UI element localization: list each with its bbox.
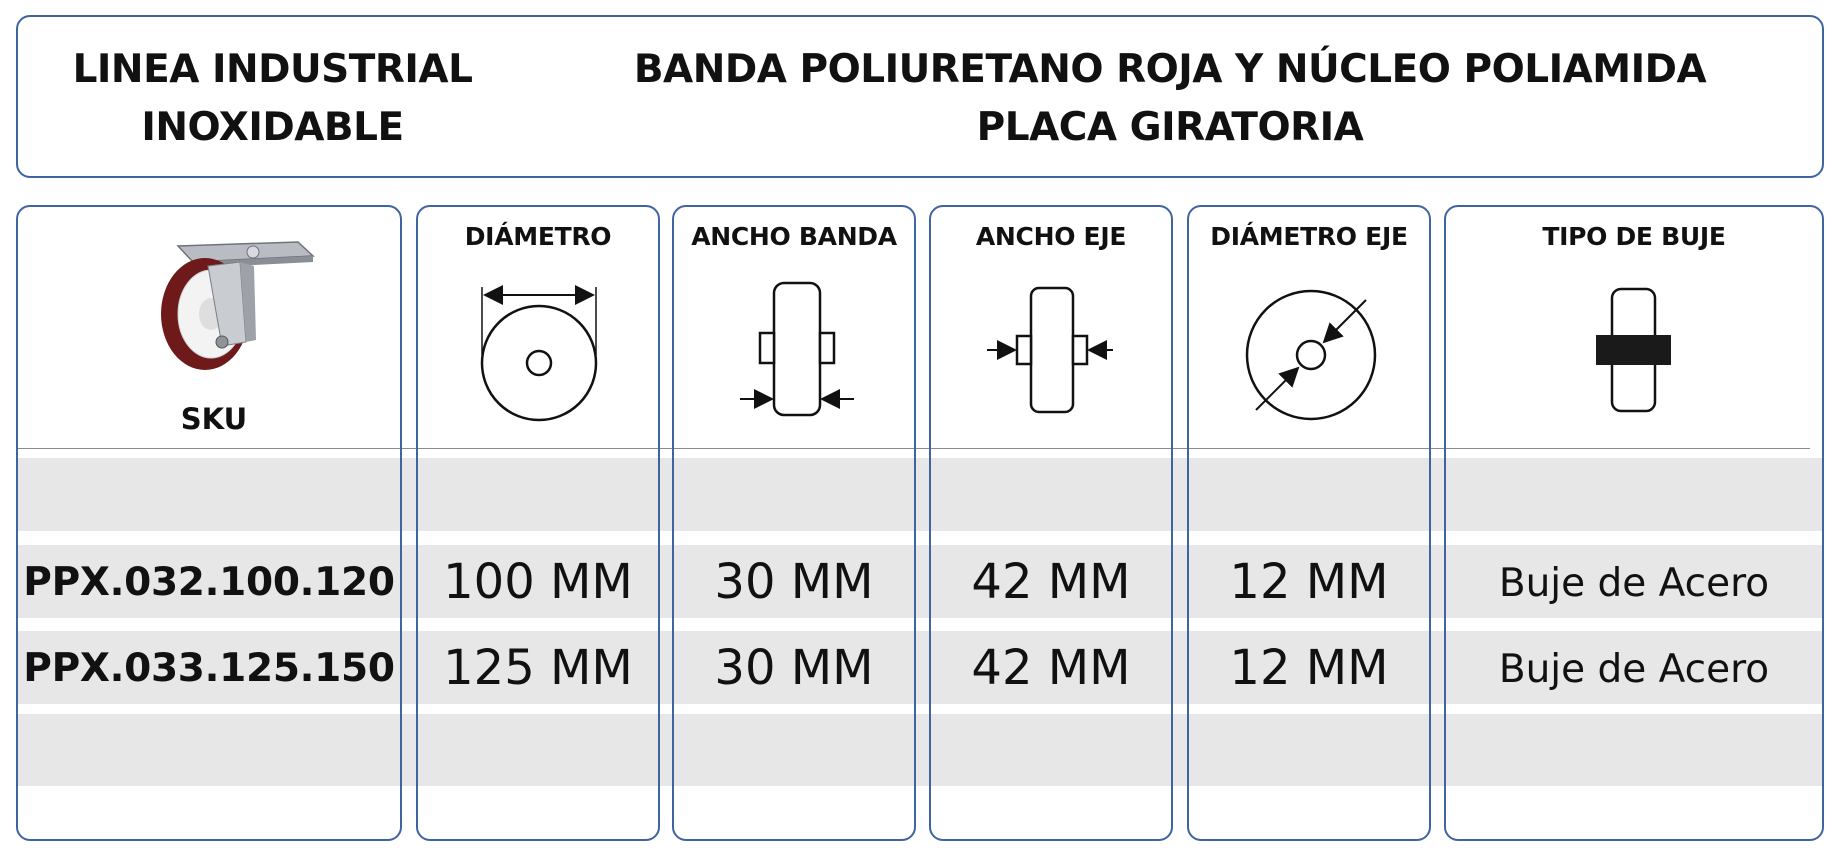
bushing-icon (1592, 285, 1682, 415)
band-width-icon (738, 275, 858, 425)
cell-axle-diameter-row-1: 12 MM (1229, 554, 1389, 610)
cell-diameter-row-1: 100 MM (443, 554, 633, 610)
column-title-axle-width: ANCHO EJE (975, 222, 1127, 251)
column-title-axle-diameter: DIÁMETRO EJE (1210, 222, 1408, 251)
cell-sku-row-1: PPX.032.100.120 (23, 560, 395, 605)
cell-band-width-row-1: 30 MM (714, 554, 874, 610)
column-title-sku: SKU (180, 402, 248, 436)
cell-sku-row-2: PPX.033.125.150 (23, 646, 395, 691)
wheel-diameter-icon (473, 275, 603, 425)
cell-axle-width-row-2: 42 MM (971, 640, 1131, 696)
header-box (16, 15, 1824, 178)
cell-bushing-row-2: Buje de Acero (1498, 647, 1770, 692)
cell-bushing-row-1: Buje de Acero (1498, 561, 1770, 606)
column-title-band-width: ANCHO BANDA (691, 222, 897, 251)
cell-diameter-row-2: 125 MM (443, 640, 633, 696)
column-title-bushing-type: TIPO DE BUJE (1542, 222, 1726, 251)
axle-width-icon (985, 280, 1115, 420)
cell-axle-width-row-1: 42 MM (971, 554, 1131, 610)
cell-axle-diameter-row-2: 12 MM (1229, 640, 1389, 696)
column-title-diameter: DIÁMETRO (464, 222, 612, 251)
cell-band-width-row-2: 30 MM (714, 640, 874, 696)
line-title-2: INOXIDABLE (141, 105, 404, 150)
axle-diameter-icon (1243, 280, 1383, 430)
product-title-1: BANDA POLIURETANO ROJA Y NÚCLEO POLIAMIDA (633, 47, 1707, 92)
line-title-1: LINEA INDUSTRIAL (72, 47, 473, 92)
swivel-caster-image (148, 232, 318, 372)
product-title-2: PLACA GIRATORIA (976, 105, 1364, 150)
